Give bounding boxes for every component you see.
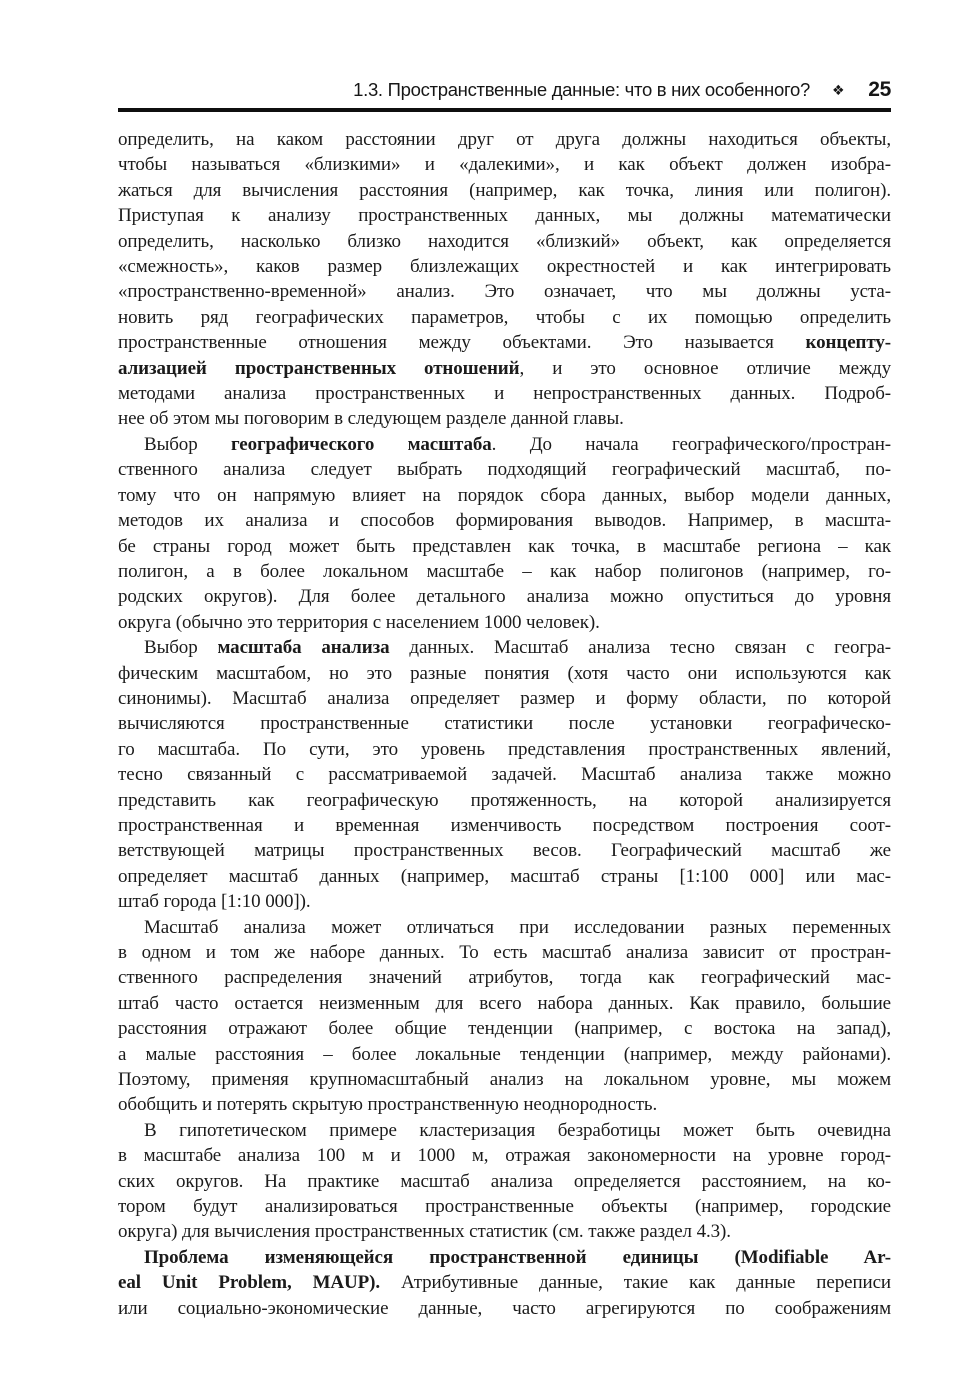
text-line: тором будут анализироваться пространственные объекты (например, городские [118,1196,891,1218]
text-line: ализацией пространственных отношений, и это основное отличие между [118,357,891,379]
page-number: 25 [868,78,891,101]
text-line: а малые расстояния – более локальные тенденции (например, между районами). [118,1043,891,1065]
text-line: чтобы называться «близкими» и «далекими», и как объект должен изобра- [118,154,891,176]
text-line: определяет масштаб данных (например, масштаб страны [1:100 000] или мас- [118,865,891,887]
text-line: родских округов). Для более детального анализа можно опуститься до уровня [118,586,891,608]
text-line: Приступая к анализу пространственных данных, мы должны математически [118,205,891,227]
text-line: бе страны город может быть представлен как точка, в масштабе региона – как [118,535,891,557]
text-line: ственного распределения значений атрибутов, тогда как географический мас- [118,967,891,989]
text-line: новить ряд географических параметров, чтобы с их помощью определить [118,306,891,328]
text-line: в одном и том же наборе данных. То есть масштаб анализа зависит от простран- [118,942,891,963]
text-line: Масштаб анализа может отличаться при исследовании разных переменных [144,916,891,938]
text-line: фическим масштабом, но это разные понятия (хотя часто они используются как [118,662,891,684]
text-line: пространственные отношения между объектами. Это называется концепту- [118,332,891,354]
text-line: ственного анализа следует выбрать подходящий географический масштаб, по- [118,459,891,481]
text-line: Выбор географического масштаба. До начала географического/простран- [144,433,891,455]
text-line: ветствующей матрицы пространственных весов. Географический масштаб же [118,840,891,862]
text-line: представить как географическую протяженность, на которой анализируется [118,789,891,811]
text-line: Поэтому, применяя крупномасштабный анализ на локальном уровне, мы можем [118,1069,891,1091]
running-header-title: 1.3. Пространственные данные: что в них особенного? [353,79,810,100]
text-line: «пространственно-временной» анализ. Это означает, что мы должны уста- [118,281,891,303]
text-line: полигон, а в более локальном масштабе – как набор полигонов (например, го- [118,560,891,582]
text-line: пространственная и временная изменчивость посредством построения соот- [118,814,891,836]
header-rule [118,108,891,112]
running-header [118,78,891,102]
text-line: Проблема изменяющейся пространственной единицы (Modifiable Ar- [144,1246,891,1268]
text-line: тесно связанный с рассматриваемой задачей. Масштаб анализа также можно [118,764,891,786]
text-line: В гипотетическом примере кластеризация безработицы может быть очевидна [144,1119,891,1141]
text-line: жаться для вычисления расстояния (например, как точка, линия или полигон). [118,179,891,201]
text-line: или социально-экономические данные, часто агрегируются по соображениям [118,1297,891,1319]
text-line: «смежность», каков размер близлежащих окрестностей и как интегрировать [118,256,891,278]
text-line: штаб города [1:10 000]). [118,891,311,913]
text-line: синонимы). Масштаб анализа определяет размер и форму области, по которой [118,687,891,709]
text-line: eal Unit Problem, MAUP). Атрибутивные данные, такие как данные переписи [118,1272,891,1294]
text-line: штаб часто остается неизменным для всего набора данных. Как правило, большие [118,992,891,1014]
text-line: Выбор масштаба анализа данных. Масштаб анализа тесно связан с геогра- [144,637,892,659]
text-line: обобщить и потерять скрытую пространственную неоднородность. [118,1094,658,1116]
text-line: го масштаба. По сути, это уровень представления пространственных явлений, [118,738,891,760]
text-line: тому что он напрямую влияет на порядок сбора данных, выбор модели данных, [118,484,891,506]
page-content [118,0,891,1321]
text-line: нее об этом мы поговорим в следующем разделе данной главы. [118,408,624,430]
body-text [118,127,891,1321]
text-line: вычисляются пространственные статистики после установки географическо- [118,713,891,735]
text-line: определить, насколько близко находится «близкий» объект, как определяется [118,230,891,252]
text-line: в масштабе анализа 100 м и 1000 м, отражая закономерности на уровне город- [118,1145,891,1167]
diamond-separator-icon: ❖ [831,82,845,98]
text-line: расстояния отражают более общие тенденции (например, с востока на запад), [118,1018,891,1040]
text-line: методов их анализа и способов формирования выводов. Например, в масшта- [118,510,891,532]
text-line: ских округов. На практике масштаб анализа определяется расстоянием, на ко- [118,1170,891,1192]
text-line: округа (обычно это территория с населением 1000 человек). [118,611,600,633]
text-line: методами анализа пространственных и непространственных данных. Подроб- [118,383,891,405]
text-line: определить, на каком расстоянии друг от друга должны находиться объекты, [118,129,891,150]
text-line: округа) для вычисления пространственных статистик (см. также раздел 4.3). [118,1221,731,1243]
